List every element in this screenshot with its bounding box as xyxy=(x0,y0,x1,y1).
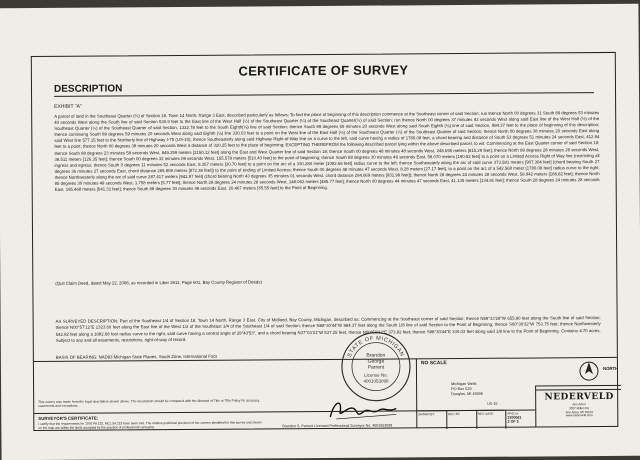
surveyor-seal-icon xyxy=(340,330,413,403)
firm-address-line: Ann Arbor, MI 48103 xyxy=(565,409,593,414)
drawn-by-cell xyxy=(417,411,447,429)
client-line: PO Box 529 xyxy=(451,386,472,392)
logo-rule xyxy=(536,385,621,391)
rev-by-cell xyxy=(447,411,477,429)
title-block xyxy=(416,357,620,428)
quit-claim-note: (Quit Claim Deed, dated May 22, 2008, as recorded in Liber 2611, Page 601, Bay County Register of Deeds) xyxy=(55,279,262,286)
rev-date-label: REV. DATE: xyxy=(477,411,494,416)
sheet-info-table xyxy=(417,410,535,430)
client-address xyxy=(451,382,483,397)
survey-sheet xyxy=(0,4,640,460)
project-code: US-10 xyxy=(487,401,498,406)
signature-caption: Brandon S. Parrent Licensed Professional Surveyor No. 4001053098 xyxy=(282,423,393,429)
seal-license-no: 4001053098 xyxy=(363,378,389,384)
seal-name-3: Parrent xyxy=(367,364,385,371)
project-number-label: PROJ #: xyxy=(507,411,519,416)
survey-frame xyxy=(31,52,619,431)
firm-address-line: Ann Arbor xyxy=(572,402,586,407)
seal-ring-text: STATE OF MICHIGAN xyxy=(346,335,405,359)
survey-note: This survey was made from the legal description shown above. The description should be compared with the Abstract of Title or Title Policy for accuracy, easements and exceptions. xyxy=(38,398,260,409)
no-scale-label: NO SCALE xyxy=(420,360,447,367)
basis-of-bearing: BASIS OF BEARING: NAD83 Michigan State Planes, South Zone, International Foot xyxy=(55,353,217,360)
sheet-number: 2 OF 3 xyxy=(507,420,519,425)
firm-address-line: www.nederveld.com xyxy=(565,413,593,418)
client-line: Michigan Wells xyxy=(451,381,477,387)
seal-license-label: License No. xyxy=(364,372,388,378)
exhibit-label: EXHIBIT "A" xyxy=(54,103,82,110)
document-title: CERTIFICATE OF SURVEY xyxy=(238,62,409,79)
seal-name-2: George xyxy=(367,358,385,365)
section-heading: DESCRIPTION xyxy=(54,80,594,97)
firm-address xyxy=(540,403,618,419)
certificate-text: I certify that the requirements for 1970 PA 132, MCL 54.213 have been met. The relative positional precision of the corners identified for this survey and shown on the map are within the limits accepted by the practice of professional surveying. xyxy=(38,420,262,430)
firm-logo: NEDERVELD xyxy=(544,391,614,403)
rev-date-cell xyxy=(477,411,507,429)
north-label: NORTH xyxy=(602,365,619,372)
client-line: Douglas, MI 49406 xyxy=(451,391,484,397)
seal-name-1: Brandon xyxy=(366,352,386,359)
firm-logo-block xyxy=(535,385,621,428)
project-number-cell xyxy=(507,411,536,429)
project-number-value: 2200061 xyxy=(507,415,522,420)
legal-description: A parcel of land in the Southeast Quarter (¼) of Section 18, Town 14 North, Range 3 East, described particularly as follows: To find the place of beginning of this description commence at the Southeast corner of said Section; run thence North 00 degrees 31 South 89 degrees 53 minutes 40 seconds West along the South line of said Section 530.9 feet to the East line of the West Half (½) of the Southeast Quarter (¼) of the Southeast Quarter(¼) of said Section; run thence North 00 degrees 37 minutes 42 seconds West along said East line of the West Half (½) of the Southeast Quarter (¼) of the Southeast Quarter of said Section, 1322.78 feet to the South Eighth(⅛) line of said Section; thence South 89 degrees 59 minutes 20 seconds West along said South Eighth (⅛) line of said Section, 984.37 feet to the place of beginning of this description; thence continuing South 89 degrees 59 minutes 20 seconds West along said Eighth (⅛) line 330.03 feet to a point on the West line of the East Half (½) of the Southwest Quarter (¼) of the Southeast Quarter of said Section; thence North 00 degrees 38 minutes 20 seconds East along said West line 577.15 feet to the Northerly line of Highway I-75 (US-10); thence Southeasterly along said Highway Right-of-Way line on a curve to the left, said curve having a radius of 1780.08 feet, a chord bearing and distance of South 53 degrees 51 minutes 24 seconds East, 412.94 feet to a point; thence North 00 degrees 38 minutes 20 seconds West a distance of 320.25 feet to the place of beginning; EXCEPTING THEREFROM the following described parcel lying within the above described parcel, to wit: Commencing at the East Quarter corner of said Section 18; thence South 88 degrees 23 minutes 58 seconds West, 849.259 meters [2150.12 feet] along the East and West Quarter line of said Section 18; thence South 00 degrees 48 minutes 48 seconds West, 248.695 meters [815.29 feet]; thence North 89 degrees 28 minutes 29 seconds West, 38.511 meters [126.35 feet]; thence South 00 degrees 32 minutes 09 seconds West, 155.578 meters [510.43 feet] to the point of beginning; thence South 88 degrees 30 minutes 49 seconds East, 58.070 meters [190.52 feet] to a point on a Limited Access Right of Way line (restricting all ingress and egress; thence South 0 degrees 11 minutes 52 seconds East, 9.357 meters [30.70 feet] to a point on the arc of a 330.280 meter [1082.68 feet] radius curve to the left; thence Southeasterly along the arc of said curve 373.581 meters [907.304 feet] (chord bearing South 27 degrees 36 minutes 27 seconds East, chord distance 265.909 meters [872.38 feet]) to the point of ending of Limited Access; thence South 00 degrees 48 minutes 47 seconds West, 8.28 meters [27.17 feet], to a point on the arc of a 542.568 meter [1780.08 feet] radius curve to the right; thence Northwesterly along the arc of said curve 287.417 meters [942.97 feet] (chord bearing North 43 degrees 35 minutes 01 seconds West, chord distance 284.069 meters [931.98 feet]); thence North 28 degrees 24 minutes 28 seconds West, 58.942 meters [186.82 feet]; thence North 85 degrees 30 minutes 49 seconds West, 1.758 meters [5.77 feet]; thence North 28 degrees 24 minutes 28 seconds West, 148.062 meters [485.77 feet]; thence North 00 degrees 44 minutes 47 seconds East, 41.135 meters [134.91 feet]; thence South 28 degrees 24 minutes 28 seconds East, 195.468 meters [641.31 feet]; thence South 88 degrees 30 minutes 49 seconds East, 20.467 meters [65.55 feet] to the Point of Beginning. xyxy=(54,110,600,192)
rev-by-label: REV. BY: xyxy=(448,412,461,417)
drawn-by-label: DRAWN BY: xyxy=(418,412,436,417)
as-surveyed-description: AS SURVEYED DESCRIPTION: Part of the Southeast 1/4 of Section 18, Town 14 North, Range 3 East, City of Midland, Bay County, Michigan, described as: Commencing at the Southeast corner of said Section; thence N89°33'28"W 655.90 feet along the South line of said Section; thence N00°57'12"E 1323.60 feet along the East line of the West 1/2 of the Southeast 1/4 of the Southeast 1/4 of said Section; thence N88°30'44"W 984.37 feet along the South 1/8 line of said Section to the Point of Beginning; thence S00°30'32"W 753.75 feet; thence Northwesterly 542.82 feet along a 1082.68 foot radius curve to the right, said curve having a central angle of 28°43'53", and a chord bearing N37°03'21"W 537.25 feet; thence N00°50'32"E 373.82 feet; thence S88°30'44"E 330.03 feet along said 1/8 line to the Point of Beginning. Contains 4.70 acres. Subject to any and all easements, restrictions, right-of-way of record. xyxy=(55,315,601,344)
certificate-heading: SURVEYOR'S CERTIFICATE: xyxy=(38,415,99,421)
firm-address-line: 3037 Miller Rd. xyxy=(569,405,590,411)
north-arrow-icon xyxy=(577,359,601,383)
